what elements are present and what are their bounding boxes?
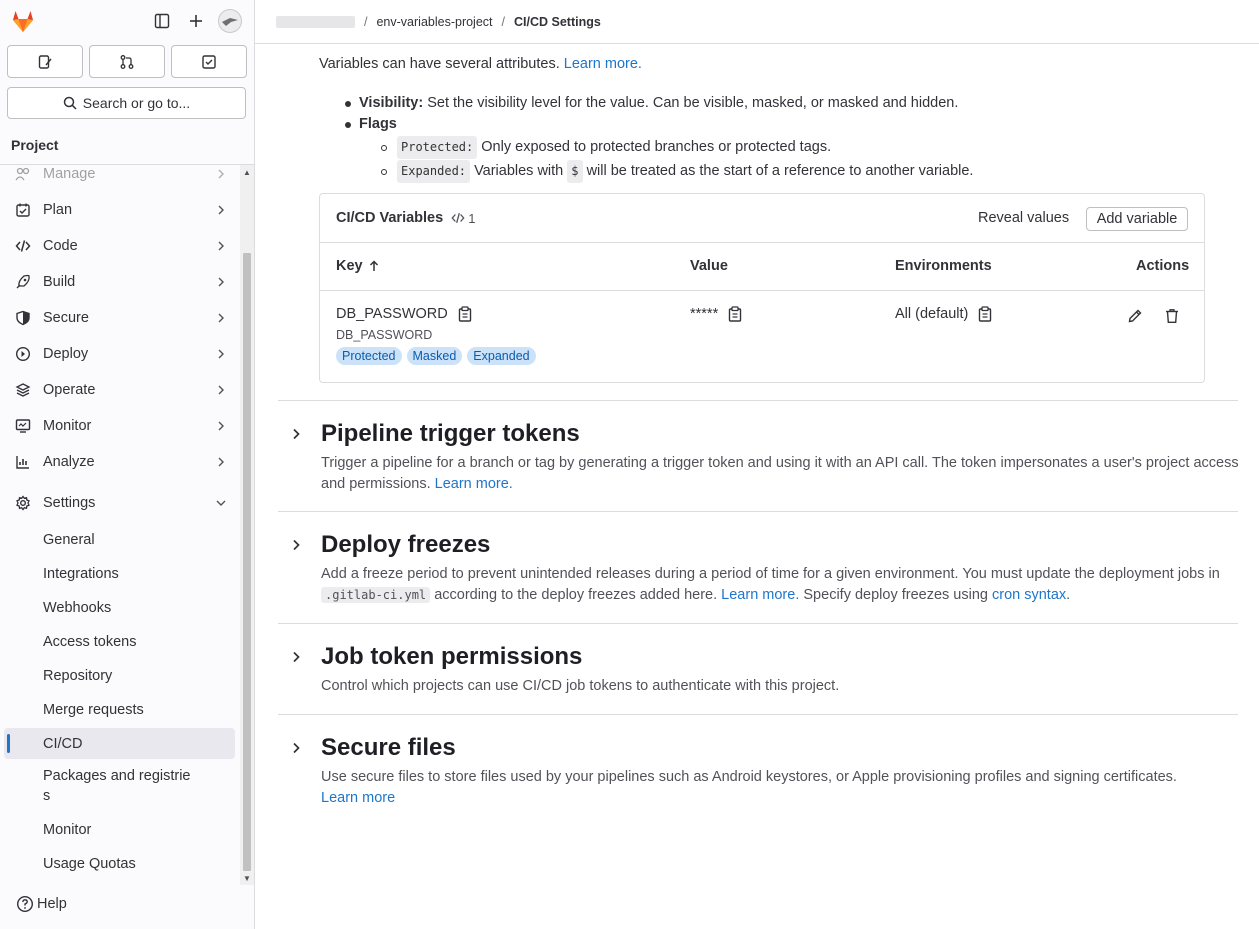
masked-badge: Masked [407, 347, 463, 365]
issues-button[interactable] [7, 45, 83, 78]
expanded-description-2: will be treated as the start of a reference to another variable. [586, 163, 974, 179]
sidebar-subitem-monitor[interactable] [4, 814, 235, 845]
edit-variable-button[interactable] [1126, 307, 1144, 325]
job-token-permissions-section [278, 623, 1238, 714]
chevron-right-icon [214, 203, 228, 217]
card-title-text: CI/CD Variables [336, 210, 444, 226]
cicd-variables-card [319, 193, 1205, 383]
help-button[interactable] [16, 895, 67, 913]
sidebar-item-label: Settings [43, 495, 96, 511]
section-description: Control which projects can use CI/CD job tokens to authenticate with this project. [321, 678, 840, 694]
sidebar-subitem-label: Webhooks [43, 599, 112, 616]
visibility-description: Set the visibility level for the value. Can be visible, masked, or masked and hidden. [427, 95, 959, 111]
chevron-right-icon [214, 347, 228, 361]
merge-requests-button[interactable] [89, 45, 165, 78]
code-icon [14, 237, 32, 255]
sidebar-subitem-merge-requests[interactable] [4, 694, 235, 725]
attributes-list [359, 93, 973, 183]
column-key[interactable] [336, 258, 380, 274]
expand-chevron-right-icon[interactable] [288, 740, 304, 756]
chevron-right-icon [214, 419, 228, 433]
protected-description: Only exposed to protected branches or protected tags. [481, 139, 832, 155]
sidebar-subitem-label: Merge requests [43, 701, 144, 718]
gitlab-logo-icon[interactable] [10, 8, 36, 34]
sidebar-subitem-webhooks[interactable] [4, 592, 235, 623]
section-description [321, 767, 1239, 809]
variable-key-cell [336, 306, 472, 322]
protected-code: Protected: [397, 136, 477, 159]
breadcrumb-project[interactable]: env-variables-project [376, 14, 493, 29]
build-icon [14, 273, 32, 291]
scroll-up-arrow-icon[interactable]: ▲ [243, 167, 251, 177]
card-header [320, 194, 1204, 243]
plan-icon [14, 201, 32, 219]
protected-badge: Protected [336, 347, 402, 365]
variable-count-value: 1 [468, 210, 476, 226]
sidebar-subitem-label: Repository [43, 667, 113, 684]
search-icon [63, 96, 77, 110]
variable-description: DB_PASSWORD [336, 328, 433, 342]
sidebar-subitem-label: Usage Quotas [43, 855, 136, 872]
breadcrumb-separator: / [364, 14, 368, 29]
table-header [320, 243, 1204, 291]
column-environments: Environments [895, 258, 992, 274]
shield-icon [14, 309, 32, 327]
section-title[interactable]: Pipeline trigger tokens [321, 420, 580, 447]
sidebar-item-label: Monitor [43, 418, 92, 434]
sidebar-subitem-label: Integrations [43, 565, 119, 582]
learn-more-link[interactable]: Learn more. [434, 476, 513, 492]
section-title[interactable]: Deploy freezes [321, 531, 491, 558]
visibility-bullet [359, 93, 973, 114]
sidebar-item-plan[interactable] [4, 193, 236, 227]
todo-icon [201, 54, 217, 70]
visibility-term: Visibility: [359, 95, 424, 111]
sidebar-subitem-label: Monitor [43, 821, 92, 838]
expanded-badge: Expanded [467, 347, 535, 365]
flags-term: Flags [359, 116, 397, 132]
section-title[interactable]: Job token permissions [321, 643, 583, 670]
search-button[interactable] [7, 87, 246, 119]
expand-chevron-right-icon[interactable] [288, 537, 304, 553]
sidebar-item-label: Plan [43, 202, 73, 218]
column-value: Value [690, 258, 728, 274]
copy-value-icon[interactable] [728, 306, 742, 322]
chevron-right-icon [214, 455, 228, 469]
expanded-code: Expanded: [397, 160, 470, 183]
sidebar-item-operate[interactable] [4, 373, 236, 407]
sidebar-item-build[interactable] [4, 265, 236, 299]
cron-syntax-link[interactable]: cron syntax [992, 587, 1067, 603]
variable-environment: All (default) [895, 306, 969, 322]
user-avatar[interactable] [218, 9, 242, 33]
section-description-period: . [1066, 587, 1071, 603]
sidebar-item-code[interactable] [4, 229, 236, 263]
gear-icon [14, 494, 32, 512]
sidebar [0, 0, 255, 929]
breadcrumb-namespace-redacted[interactable] [276, 16, 355, 28]
expanded-bullet [399, 160, 973, 183]
sidebar-item-secure[interactable] [4, 301, 236, 335]
variable-key: DB_PASSWORD [336, 306, 448, 322]
sidebar-item-analyze[interactable] [4, 445, 236, 479]
expand-chevron-right-icon[interactable] [288, 426, 304, 442]
protected-bullet [399, 136, 973, 159]
sidebar-subitem-access-tokens[interactable] [4, 626, 235, 657]
variable-badges [336, 347, 536, 365]
sidebar-item-settings[interactable] [4, 486, 236, 520]
learn-more-link[interactable]: Learn more. [721, 587, 800, 603]
toggle-sidebar-icon[interactable] [151, 10, 173, 32]
sidebar-item-label: Build [43, 274, 76, 290]
section-description-text-2: according to the deploy freezes added here. [434, 587, 718, 603]
section-description-text: Use secure files to store files used by your pipelines such as Android keystores, or Apple provisioning profiles and signing certificates. [321, 769, 1177, 785]
copy-environment-icon[interactable] [978, 306, 992, 322]
reveal-values-button[interactable]: Reveal values [978, 210, 1070, 226]
chevron-right-icon [214, 239, 228, 253]
variable-count [451, 211, 475, 226]
pipeline-trigger-tokens-section [278, 400, 1238, 511]
sidebar-item-monitor[interactable] [4, 409, 236, 443]
chevron-right-icon [214, 275, 228, 289]
bullet-circle [381, 169, 387, 175]
variable-value: ***** [690, 306, 719, 322]
sidebar-subitem-cicd[interactable] [4, 728, 235, 759]
section-description-text: Add a freeze period to prevent unintended releases during a period of time for a given environment. You must update the deployment jobs in [321, 566, 1220, 582]
monitor-icon [14, 417, 32, 435]
flags-bullet [359, 114, 973, 135]
section-title[interactable]: Secure files [321, 734, 456, 761]
help-label: Help [37, 896, 67, 912]
delete-variable-button[interactable] [1163, 307, 1181, 325]
help-icon [16, 895, 34, 913]
operate-icon [14, 381, 32, 399]
issues-icon [37, 54, 53, 70]
sidebar-quick-actions [7, 45, 247, 78]
dollar-code: $ [567, 160, 582, 183]
section-description-text-3: Specify deploy freezes using [803, 587, 988, 603]
sidebar-subitem-label: Access tokens [43, 633, 137, 650]
main-content [255, 45, 1259, 929]
variable-value-cell [690, 306, 742, 322]
sidebar-item-deploy[interactable] [4, 337, 236, 371]
sidebar-subitem-general[interactable] [4, 524, 235, 555]
deploy-icon [14, 345, 32, 363]
bullet-circle [381, 145, 387, 151]
secure-files-section [278, 714, 1238, 814]
chevron-right-icon [214, 167, 228, 181]
sidebar-scroll-thumb[interactable] [243, 253, 251, 871]
sidebar-top-bar [0, 0, 254, 44]
sidebar-scrollbar[interactable] [240, 165, 254, 885]
chevron-right-icon [214, 311, 228, 325]
breadcrumb [255, 0, 1259, 44]
deploy-freezes-section [278, 511, 1238, 623]
pencil-icon [1127, 308, 1143, 324]
expand-chevron-right-icon[interactable] [288, 649, 304, 665]
sidebar-subitem-usage-quotas[interactable] [4, 848, 235, 879]
sidebar-subitem-repository[interactable] [4, 660, 235, 691]
add-variable-button[interactable]: Add variable [1086, 207, 1188, 231]
chevron-down-icon [214, 496, 228, 510]
expanded-description-1: Variables with [474, 163, 564, 179]
sidebar-subitem-label: CI/CD [43, 735, 83, 752]
sidebar-subitem-label: General [43, 531, 95, 548]
trash-icon [1164, 308, 1180, 324]
sidebar-item-label: Code [43, 238, 78, 254]
sidebar-item-label: Secure [43, 310, 89, 326]
section-description [321, 453, 1239, 495]
gitlab-ci-code: .gitlab-ci.yml [321, 587, 430, 603]
learn-more-link[interactable]: Learn more [321, 790, 396, 806]
variable-environment-cell [895, 306, 992, 322]
breadcrumb-separator: / [501, 14, 505, 29]
bullet-dot [345, 101, 351, 107]
sidebar-item-label: Manage [43, 166, 96, 182]
breadcrumb-current[interactable]: CI/CD Settings [514, 14, 601, 29]
column-key-label: Key [336, 258, 363, 274]
section-description [321, 564, 1239, 606]
sidebar-subitem-label: Packages and registrie s [43, 768, 191, 804]
sidebar-item-manage[interactable] [4, 165, 236, 191]
sort-ascending-icon [368, 260, 380, 272]
merge-request-icon [119, 54, 135, 70]
bullet-dot [345, 122, 351, 128]
sidebar-item-label: Deploy [43, 346, 89, 362]
intro-learn-more-link[interactable]: Learn more. [563, 56, 642, 72]
sidebar-item-label: Operate [43, 382, 96, 398]
chart-icon [14, 453, 32, 471]
intro-text: Variables can have several attributes. [319, 56, 560, 72]
chevron-right-icon [214, 383, 228, 397]
scroll-down-arrow-icon[interactable]: ▼ [243, 873, 251, 883]
sidebar-subitem-integrations[interactable] [4, 558, 235, 589]
todos-button[interactable] [171, 45, 247, 78]
card-title [336, 210, 475, 226]
section-description-text: Trigger a pipeline for a branch or tag by generating a trigger token and using it with an API call. The token impersonates a user's project access and permissions. [321, 455, 1239, 492]
column-actions: Actions [1136, 258, 1190, 274]
copy-key-icon[interactable] [458, 306, 472, 322]
sidebar-subitem-packages[interactable] [4, 765, 235, 807]
variables-intro [319, 56, 642, 72]
create-new-icon[interactable] [185, 10, 207, 32]
manage-icon [14, 165, 32, 183]
project-nav [0, 165, 240, 885]
sidebar-item-label: Analyze [43, 454, 95, 470]
search-label: Search or go to... [82, 95, 191, 111]
code-icon [451, 211, 465, 225]
project-section-label: Project [11, 137, 59, 153]
